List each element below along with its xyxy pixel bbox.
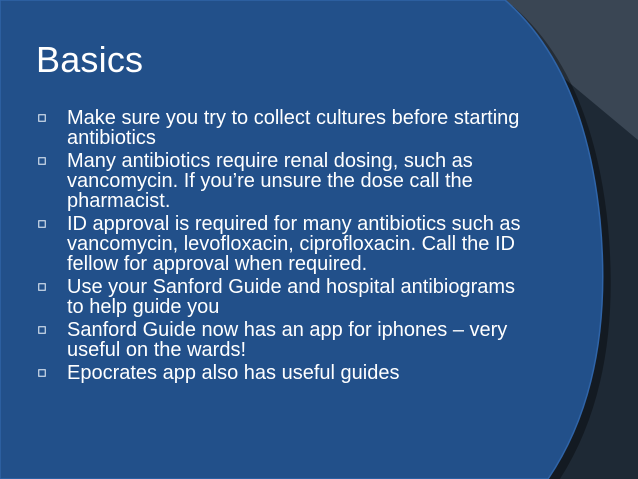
bullet-text: Epocrates app also has useful guides [67,362,400,384]
list-item [34,214,524,274]
slide-title: Basics [36,39,144,80]
bullet-text: Make sure you try to collect cultures before starting antibiotics [67,107,520,149]
list-item [34,151,524,211]
hollow-square-bullet-icon [38,220,46,228]
bullet-list [34,108,524,386]
hollow-square-bullet-icon [38,283,46,291]
hollow-square-bullet-icon [38,157,46,165]
hollow-square-bullet-icon [38,326,46,334]
bullet-text: Use your Sanford Guide and hospital antibiograms to help guide you [67,276,516,318]
hollow-square-bullet-icon [38,114,46,122]
list-item [34,277,524,317]
list-item [34,320,524,360]
list-item [34,108,524,148]
bullet-text: Sanford Guide now has an app for iphones – very useful on the wards! [67,319,508,361]
hollow-square-bullet-icon [38,369,46,377]
bullet-text: ID approval is required for many antibiotics such as vancomycin, levofloxacin, ciprofloxacin. Call the ID fellow for approval when required. [67,213,521,275]
list-item [34,363,524,383]
bullet-text: Many antibiotics require renal dosing, such as vancomycin. If you’re unsure the dose call the pharmacist. [67,150,473,212]
